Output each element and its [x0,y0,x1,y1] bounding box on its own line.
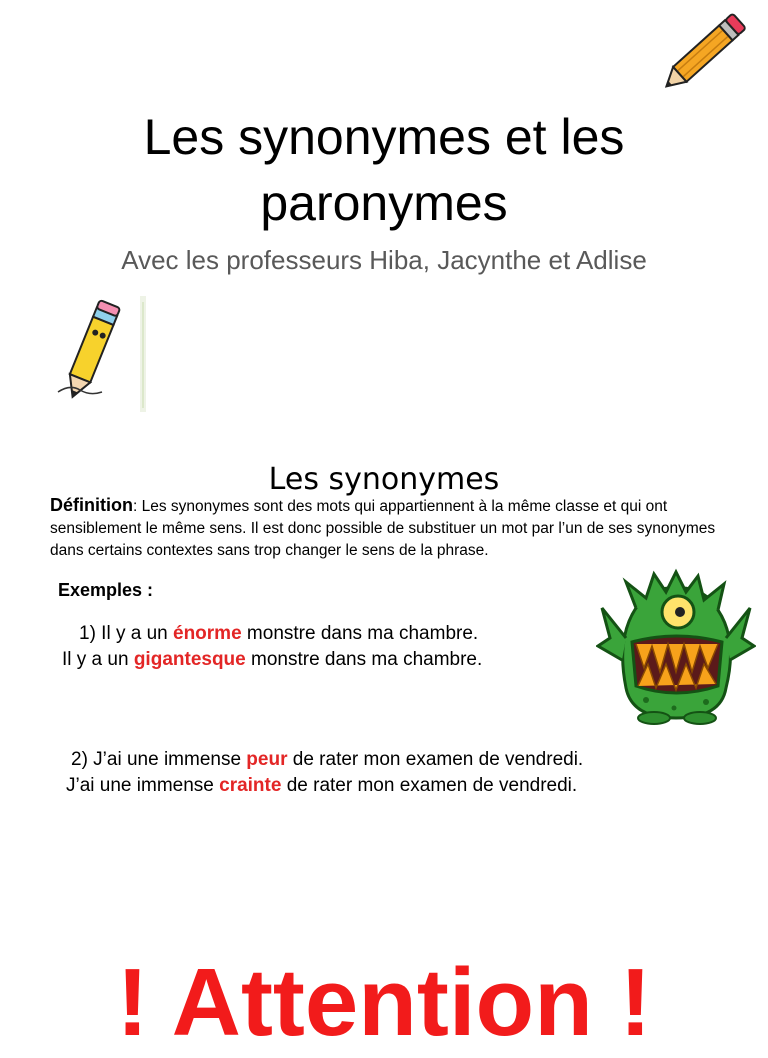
pencil-icon [650,10,760,96]
example-2 [66,747,583,799]
cartoon-pencil-icon [50,296,160,416]
highlight-word: gigantesque [133,649,246,670]
attention-heading: ! Attention ! [116,949,652,1056]
section-heading: Les synonymes [268,462,500,497]
page-title [0,104,768,236]
example-2-line-1: 2) J’ai une immense peur de rater mon examen de vendredi. [71,749,584,770]
subtitle: Avec les professeurs Hiba, Jacynthe et Adlise [121,245,647,275]
definition-label: Définition [50,495,133,515]
example-1-line-1: 1) Il y a un énorme monstre dans ma chambre. [79,623,479,644]
examples-label: Exemples : [58,580,154,600]
title-line-1: Les synonymes et les [143,109,625,165]
example-1 [62,621,482,673]
definition-paragraph [50,494,730,562]
example-1-line-2: Il y a un gigantesque monstre dans ma chambre. [62,649,483,670]
example-2-line-2: J’ai une immense crainte de rater mon examen de vendredi. [66,775,578,796]
highlight-word: énorme [173,623,242,644]
definition-text: : Les synonymes sont des mots qui appartiennent à la même classe et qui ont sensiblement le même sens. Il est donc possible de substituer un mot par l’un de ses synonymes dans certains contextes sans trop changer le sens de la phrase. [50,498,716,559]
monster-illustration [596,568,756,726]
highlight-word: peur [246,749,288,770]
highlight-word: crainte [219,775,282,796]
title-line-2: paronymes [260,175,508,231]
